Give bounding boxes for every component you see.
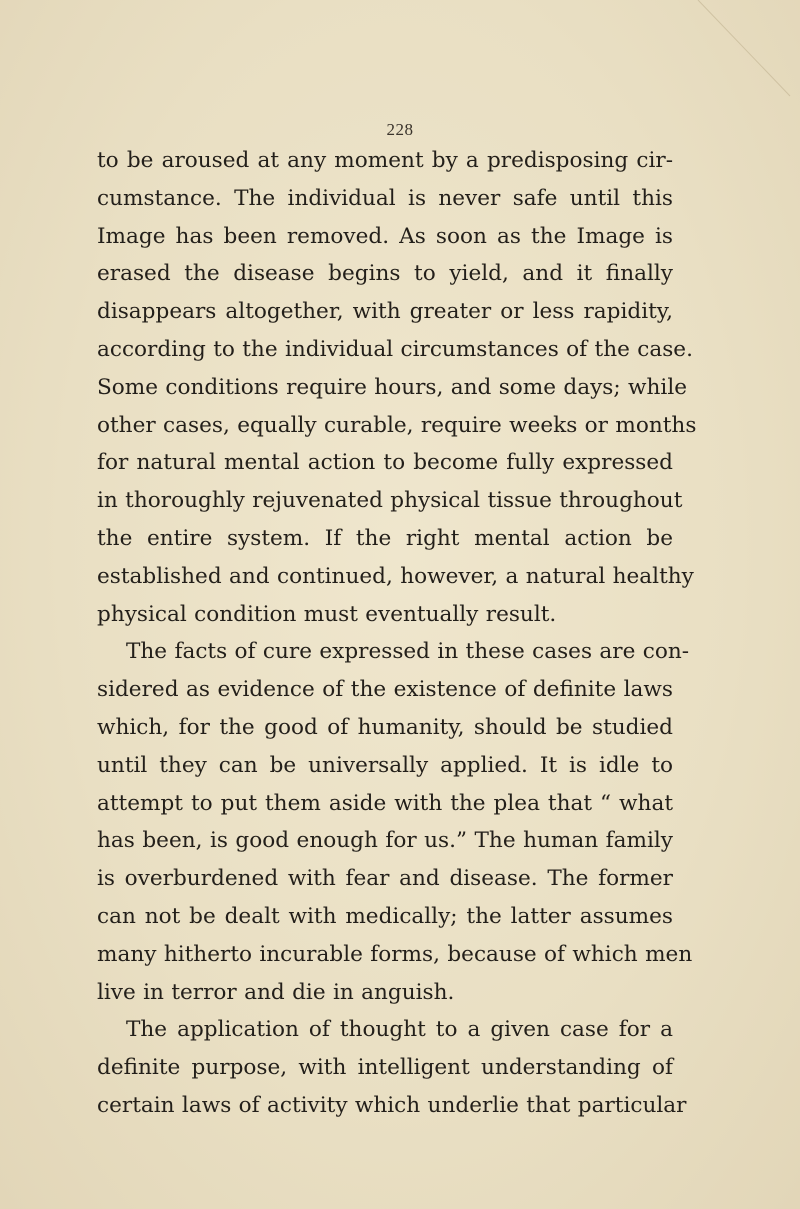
text-line: the entire system. If the right mental action be [97, 525, 673, 551]
text-line: Some conditions require hours, and some days; while [97, 374, 688, 400]
text-line: live in terror and die in anguish. [97, 979, 455, 1005]
body-text [97, 142, 697, 1125]
text-line: according to the individual circumstances of the case. [97, 336, 693, 362]
text-line: other cases, equally curable, require weeks or months [97, 412, 697, 438]
text-line: cumstance. The individual is never safe until this [97, 185, 673, 211]
text-line: until they can be universally applied. It is idle to [97, 752, 673, 778]
paragraph-1 [97, 142, 697, 633]
text-line: certain laws of activity which underlie that particular [97, 1092, 687, 1118]
paragraph-3 [97, 1011, 687, 1124]
text-line: many hitherto incurable forms, because of which men [97, 941, 693, 967]
text-line: for natural mental action to become fully expressed [97, 450, 673, 476]
paragraph-2 [97, 633, 693, 1011]
text-line: in thoroughly rejuvenated physical tissue throughout [97, 488, 683, 514]
text-line: has been, is good enough for us.” The human family [97, 828, 673, 854]
text-line: sidered as evidence of the existence of definite laws [97, 677, 673, 703]
text-line: Image has been removed. As soon as the Image is [97, 223, 673, 249]
page-corner-crease [680, 0, 800, 110]
text-line: is overburdened with fear and disease. The former [97, 866, 673, 892]
text-line: established and continued, however, a natural healthy [97, 563, 694, 589]
text-line: definite purpose, with intelligent understanding of [97, 1055, 673, 1081]
page-number: 228 [386, 120, 414, 139]
text-line: attempt to put them aside with the plea that “ what [97, 790, 673, 816]
text-line: which, for the good of humanity, should be studied [97, 714, 673, 740]
text-line: to be aroused at any moment by a predisposing cir- [97, 148, 673, 173]
text-line: erased the disease begins to yield, and it finally [97, 261, 673, 287]
text-line: The application of thought to a given case for a [126, 1017, 673, 1043]
text-line: can not be dealt with medically; the latter assumes [97, 903, 673, 929]
text-line: disappears altogether, with greater or less rapidity, [97, 299, 673, 325]
text-line: physical condition must eventually result. [97, 601, 557, 627]
text-line: The facts of cure expressed in these cases are con- [126, 639, 690, 665]
